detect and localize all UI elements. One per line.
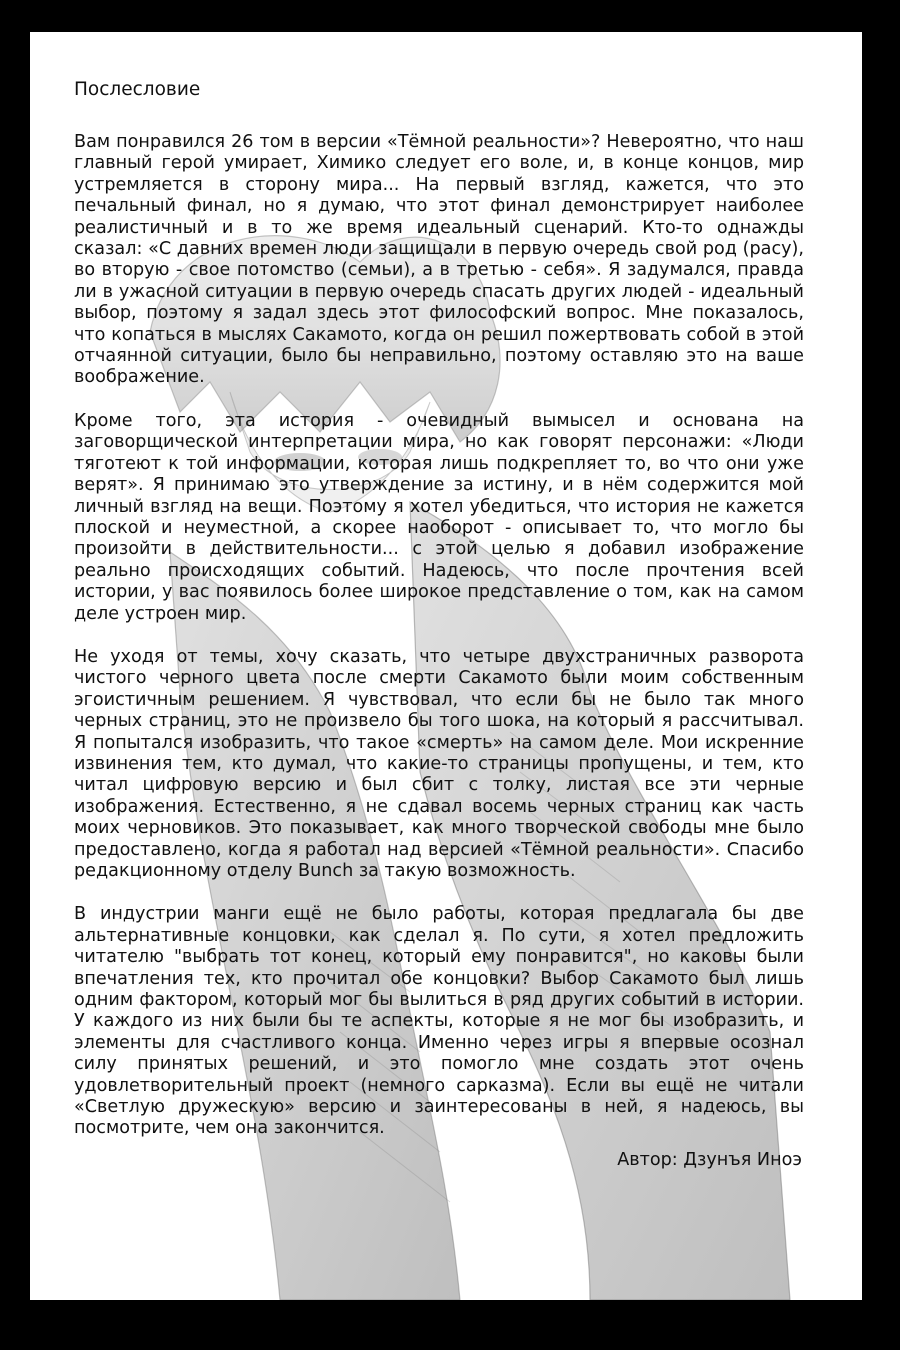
author-signature: Автор: Дзунъя Иноэ — [617, 1149, 802, 1170]
paragraph-4: В индустрии манги ещё не было работы, которая предлагала бы две альтернативные концовки, как сделал я. По сути, я хотел предложить читателю "выбрать тот конец, который ему понравится", но каковы были впечатления тех, кто прочитал обе концовки? Выбор Сакамото был лишь одним фактором, который мог бы вылиться в ряд других событий в истории. У каждого из них были бы те аспекты, которые я не мог бы изобразить, и элементы для счастливого конца. Именно через игры я впервые осознал силу принятых решений, и это помогло мне создать этот очень удовлетворительный проект (немного сарказма). Если вы ещё не читали «Светлую дружескую» версию и заинтересованы в ней, я надеюсь, вы посмотрите, чем она закончится. — [74, 904, 804, 1139]
afterword-title: Послесловие — [74, 79, 201, 100]
page — [30, 32, 862, 1300]
paragraph-2: Кроме того, эта история - очевидный вымысел и основана на заговорщической интерпретации мира, но как говорят персонажи: «Люди тяготеют к той информации, которая лишь подкрепляет то, во что они уже верят». Я принимаю это утверждение за истину, и в нём содержится мой личный взгляд на вещи. Поэтому я хотел убедиться, что история не кажется плоской и неуместной, а скорее наоборот - описывает то, что могло бы произойти в действительности... с этой целью я добавил изображение реально происходящих событий. Надеюсь, что после прочтения всей истории, у вас появилось более широкое представление о том, как на самом деле устроен мир. — [74, 410, 804, 624]
paragraph-3: Не уходя от темы, хочу сказать, что четыре двухстраничных разворота чистого черного цвета после смерти Сакамото были моим собственным эгоистичным решением. Я чувствовал, что если бы не было так много черных страниц, это не произвело бы того шока, на который я рассчитывал. Я попытался изобразить, что такое «смерть» на самом деле. Мои искренние извинения тем, кто думал, что какие-то страницы пропущены, и тем, кто читал цифровую версию и был сбит с толку, листая все эти черные изображения. Естественно, я не сдавал восемь черных страниц как часть моих черновиков. Это показывает, как много творческой свободы мне было предоставлено, когда я работал над версией «Тёмной реальности». Спасибо редакционному отделу Bunch за такую возможность. — [74, 646, 804, 881]
afterword-text-block — [74, 78, 804, 1171]
paragraph-1: Вам понравился 26 том в версии «Тёмной реальности»? Невероятно, что наш главный герой умирает, Химико следует его воле, и, в конце концов, мир устремляется в сторону мира... На первый взгляд, кажется, что это печальный финал, но я думаю, что этот финал демонстрирует наиболее реалистичный и в то же время идеальный сценарий. Кто-то однажды сказал: «С давних времен люди защищали в первую очередь свой род (расу), во вторую - свое потомство (семьи), а в третью - себя». Я задумался, правда ли в ужасной ситуации в первую очередь спасать других людей - идеальный выбор, поэтому я задал здесь этот философский вопрос. Мне показалось, что копаться в мыслях Сакамото, когда он решил пожертвовать собой в этой отчаянной ситуации, было бы неправильно, поэтому оставляю это на ваше воображение. — [74, 132, 804, 388]
